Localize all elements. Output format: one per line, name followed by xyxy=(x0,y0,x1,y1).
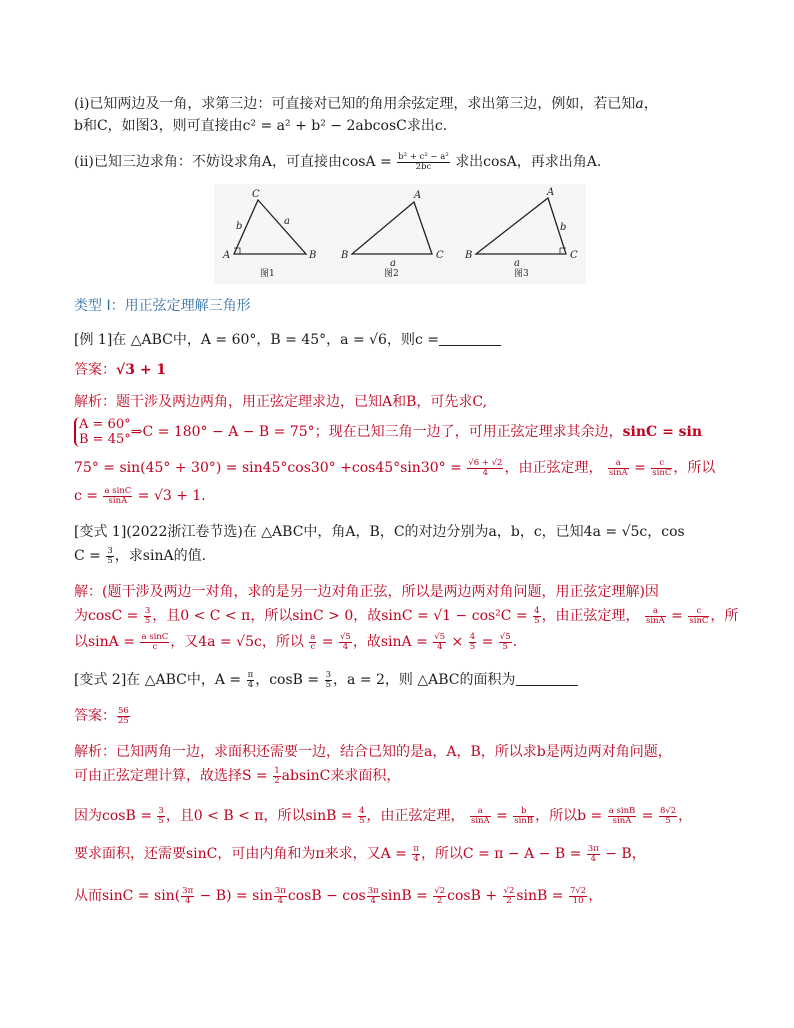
fraction: $\frac{a}{\sin A}$ xyxy=(646,605,665,626)
variant-2-solution-line-2: 可由正弦定理计算，故选择S = $\frac{1}{2}$ absinC来求面积， xyxy=(74,765,401,786)
section-title: 类型 I：用正弦定理解三角形 xyxy=(74,298,251,314)
fraction: $\frac{1}{2}$ xyxy=(274,765,280,786)
fraction: $\frac{3\pi}{4}$ xyxy=(587,843,599,864)
vertex-label: A xyxy=(223,250,231,261)
fraction: $\frac{3}{5}$ xyxy=(144,605,151,626)
example-1-solution-line-3: 75° = sin(45° + 30°) = sin45°cos30° +cos45°sin30° = $\frac{√6 + √2}{4}$ ，由正弦定理， $\frac{a}{\sin A}$ = $\frac{c}{\sin C}$ ，所以 xyxy=(74,457,716,478)
figure-caption: 图1 xyxy=(260,269,275,279)
fraction: $\frac{a}{\sin A}$ xyxy=(608,457,628,478)
variant-2-solution-line-4: 要求面积，还需要sinC，可由内角和为π来求，又A = $\frac{\pi}{4}$ ，所以C = π − A − B = $\frac{3\pi}{4}$ − B， xyxy=(74,843,646,864)
vertex-label: A xyxy=(414,190,422,201)
fraction: $\frac{\text{a sinC}}{c}$ xyxy=(141,631,169,652)
answer-blank xyxy=(439,331,501,346)
fraction: $\frac{c}{\sin C}$ xyxy=(689,605,709,626)
variant-2-solution-line-5: 从而sinC = sin( $\frac{3\pi}{4}$ − B) = sin $\frac{3\pi}{4}$ cosB − cos $\frac{3\pi}{4}$ sinB = $\frac{√2}{2}$ cosB + $\frac{√2}{2}$ sinB = $\frac{7√2}{10}$ ， xyxy=(74,885,603,906)
side-label: a xyxy=(390,258,396,269)
fraction: $\frac{3\pi}{4}$ xyxy=(274,885,286,906)
fraction: $\frac{3}{5}$ xyxy=(107,545,113,566)
example-1-solution-line-4: c = $\frac{\text{a sinC}}{\sin A}$ = √3 + 1. xyxy=(74,485,206,506)
side-label: a xyxy=(284,216,290,227)
variant-2-solution-line-1: 解析：已知两角一边，求面积还需要一边，结合已知的是a，A，B，所以求b是两边两对角问题， xyxy=(74,744,672,760)
fraction: $\frac{7√2}{10}$ xyxy=(569,885,587,906)
fraction: $\frac{3}{5}$ xyxy=(158,805,164,826)
variant-1-solution-line-3: 以sinA = $\frac{\text{a sinC}}{c}$ ，又4a = √5c，所以 $\frac{a}{c}$ = $\frac{√5}{4}$ ，故sinA = $\frac{√5}{4}$ × $\frac{4}{5}$ = $\frac{√5}{5}$ . xyxy=(74,631,518,652)
side-label: b xyxy=(560,222,567,233)
fraction: $\frac{8√2}{5}$ xyxy=(659,805,677,826)
side-label: b xyxy=(236,221,243,232)
fraction: $\frac{\pi}{4}$ xyxy=(247,669,254,690)
figure-caption: 图3 xyxy=(514,269,529,279)
fraction: $\frac{a}{\sin A}$ xyxy=(470,805,490,826)
equation-system: A = 60° B = 45° xyxy=(74,417,131,447)
vertex-label: C xyxy=(436,250,444,261)
fraction: $\frac{a}{c}$ xyxy=(310,631,316,652)
variant-2-question: [变式 2]在 △ABC中，A = $\frac{\pi}{4}$ ，cosB = $\frac{3}{5}$ ，a = 2，则 △ABC的面积为 xyxy=(74,668,754,692)
variant-2-answer: 答案： $\frac{56}{25}$ xyxy=(74,705,129,726)
vertex-label: B xyxy=(341,250,349,261)
fraction: $\frac{√5}{5}$ xyxy=(499,631,511,652)
fraction: $\frac{√2}{2}$ xyxy=(434,885,446,906)
fraction: $\frac{4}{5}$ xyxy=(359,805,365,826)
variant-1-solution-line-1: 解：(题干涉及两边一对角，求的是另一边对角正弦，所以是两边两对角问题，用正弦定理解)因 xyxy=(74,584,659,600)
fraction: $\frac{\text{a sinC}}{\sin A}$ xyxy=(104,485,132,506)
fraction: $\frac{\text{a sinB}}{\sin A}$ xyxy=(608,805,636,826)
fraction: $\frac{\text{b² + c² − a²}}{2bc}$ xyxy=(398,151,449,172)
example-1-answer: 答案：√3 + 1 xyxy=(74,362,167,378)
variant-1-question-line-1: [变式 1](2022浙江卷节选)在 △ABC中，角A，B，C的对边分别为a，b，c，已知4a = √5c，cos xyxy=(74,524,685,540)
figure-caption: 图2 xyxy=(384,269,399,279)
fraction: $\frac{c}{\sin C}$ xyxy=(652,457,672,478)
fraction: $\frac{4}{5}$ xyxy=(534,605,540,626)
fraction: $\frac{√5}{4}$ xyxy=(340,631,351,652)
vertex-label: A xyxy=(547,187,555,198)
triangle-figures xyxy=(214,184,586,284)
vertex-label: C xyxy=(252,189,260,200)
answer-blank xyxy=(516,671,578,686)
para-law-of-cosines-i-cont: b和C，如图3，则可直接由c² = a² + b² − 2abcosC求出c. xyxy=(74,118,448,134)
vertex-label: C xyxy=(570,250,578,261)
para-law-of-cosines-i: (i)已知两边及一角，求第三边：可直接对已知的角用余弦定理，求出第三边，例如，若已知a， xyxy=(74,96,658,112)
vertex-label: B xyxy=(309,250,317,261)
example-1-question: [例 1]在 △ABC中，A = 60°，B = 45°，a = √6，则c = xyxy=(74,330,754,350)
fraction: $\frac{√5}{4}$ xyxy=(434,631,446,652)
example-1-solution-line-1: 解析：题干涉及两边两角，用正弦定理求边，已知A和B，可先求C, xyxy=(74,394,488,410)
variant-1-question-line-2: C = $\frac{3}{5}$ ，求sinA的值. xyxy=(74,545,207,566)
vertex-label: B xyxy=(465,250,473,261)
fraction: $\frac{√6 + √2}{4}$ xyxy=(468,457,503,478)
variant-1-solution-line-2: 为cosC = $\frac{3}{5}$ ，且0 < C < π，所以sinC > 0，故sinC = √1 − cos²C = $\frac{4}{5}$ ，由正弦定理， $\frac{a}{\sin A}$ = $\frac{c}{\sin C}$ ，所 xyxy=(74,605,739,626)
variant-2-solution-line-3: 因为cosB = $\frac{3}{5}$ ，且0 < B < π，所以sinB = $\frac{4}{5}$ ，由正弦定理， $\frac{a}{\sin A}$ = $\frac{b}{\sin B}$ ，所以b = $\frac{\text{a sinB}}{\sin A}$ = $\frac{8√2}{5}$ ， xyxy=(74,805,693,826)
fraction: $\frac{3\pi}{4}$ xyxy=(182,885,194,906)
fraction: $\frac{56}{25}$ xyxy=(118,705,129,726)
fraction: $\frac{b}{\sin B}$ xyxy=(514,805,534,826)
fraction: $\frac{3\pi}{4}$ xyxy=(367,885,379,906)
example-1-solution-line-2: A = 60° B = 45° ⇒C = 180° − A − B = 75°；现在已知三角一边了，可用正弦定理求其余边，sinC = sin xyxy=(74,416,754,448)
para-law-of-cosines-ii: (ii)已知三边求角：不妨设求角A，可直接由cosA = $\frac{\text{b² + c² − a²}}{2bc}$ 求出cosA，再求出角A. xyxy=(74,151,602,172)
side-label: a xyxy=(514,258,520,269)
fraction: $\frac{\pi}{4}$ xyxy=(413,843,419,864)
fraction: $\frac{3}{5}$ xyxy=(325,669,332,690)
fraction: $\frac{4}{5}$ xyxy=(469,631,476,652)
fraction: $\frac{√2}{2}$ xyxy=(503,885,515,906)
